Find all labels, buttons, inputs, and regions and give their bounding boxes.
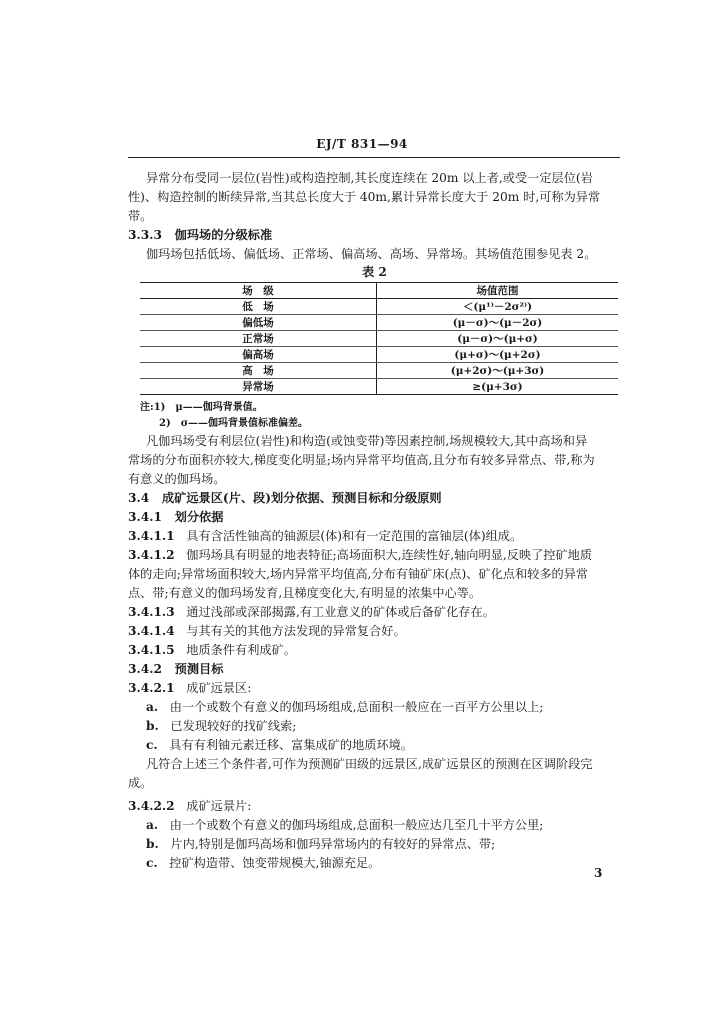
table-cell-range: ≥(μ+3σ): [472, 380, 523, 393]
item-3-4-1-5: [128, 641, 296, 660]
section-title: 划分依据: [174, 510, 224, 524]
intro-line-2: 性)、构造控制的断续异常,当其总长度大于 40m,累计异常长度大于 20m 时,可称为异常: [128, 190, 601, 204]
list-text: 具有有利铀元素迁移、富集成矿的地质环境。: [169, 738, 414, 752]
page-number: 3: [594, 866, 603, 880]
list-item-b: [146, 835, 495, 854]
list-item-a: [146, 816, 543, 835]
table-header-range: 场值范围: [377, 283, 619, 299]
list-item-c: [146, 736, 413, 755]
item-title: 成矿远景区:: [186, 681, 252, 695]
list-mark: a.: [146, 818, 159, 832]
list-item-a: [146, 698, 543, 717]
table-note-2: 2) σ——伽玛背景值标准偏差。: [159, 418, 309, 429]
table-cell-range: ＜(μ¹⁾－2σ²⁾): [377, 299, 619, 315]
item-3-4-2-2: [128, 797, 251, 816]
para-3-4-2-1-line-2: 成。: [128, 776, 153, 790]
table-cell-grade: 正常场: [140, 331, 377, 347]
table-cell-grade: 异常场: [140, 379, 377, 395]
list-mark: b.: [146, 837, 159, 851]
table-row: [140, 315, 618, 331]
section-3-4-1-heading: [128, 508, 223, 527]
list-mark: c.: [146, 856, 158, 870]
table-header-row: [140, 283, 618, 299]
table-row: [140, 347, 618, 363]
item-3-4-1-2-line-1: [128, 546, 592, 565]
item-3-4-1-2-line-3: 点、带;有意义的伽玛场发育,且梯度变化大,有明显的浓集中心等。: [128, 586, 482, 600]
doc-header: EJ/T 831—94: [316, 137, 408, 151]
para-line-1: 凡伽玛场受有利层位(岩性)和构造(或蚀变带)等因素控制,场规模较大,其中高场和异: [146, 434, 588, 448]
list-text: 由一个或数个有意义的伽玛场组成,总面积一般应在一百平方公里以上;: [169, 700, 544, 714]
list-text: 片内,特别是伽玛高场和伽玛异常场内的有较好的异常点、带;: [170, 837, 496, 851]
item-text: 通过浅部或深部揭露,有工业意义的矿体或后备矿化存在。: [186, 605, 495, 619]
section-number: 3.4.1: [128, 510, 162, 524]
item-text: 地质条件有利成矿。: [186, 643, 296, 657]
item-number: 3.4.1.5: [128, 643, 175, 657]
section-number: 3.4: [128, 491, 150, 505]
item-number: 3.4.1.2: [128, 548, 175, 562]
item-title: 成矿远景片:: [186, 799, 252, 813]
table-note-1: 注:1) μ——伽玛背景值。: [140, 402, 263, 413]
section-number: 3.3.3: [128, 228, 162, 242]
list-item-c: [146, 854, 380, 873]
field-grade-table: [140, 282, 618, 395]
list-text: 由一个或数个有意义的伽玛场组成,总面积一般应达几至几十平方公里;: [169, 818, 544, 832]
section-title: 预测目标: [174, 662, 224, 676]
para-3-4-2-1-line-1: 凡符合上述三个条件者,可作为预测矿田级的远景区,成矿远景区的预测在区调阶段完: [146, 757, 593, 771]
table-row: [140, 363, 618, 379]
intro-line-3: 带。: [128, 209, 153, 223]
item-3-4-1-3: [128, 603, 495, 622]
item-number: 3.4.1.4: [128, 624, 175, 638]
section-3-3-3-heading: [128, 226, 272, 245]
list-item-b: [146, 717, 296, 736]
item-3-4-2-1: [128, 679, 251, 698]
item-text: 具有含活性铀高的铀源层(体)和有一定范围的富铀层(体)组成。: [186, 529, 523, 543]
item-number: 3.4.1.3: [128, 605, 175, 619]
list-mark: c.: [146, 738, 158, 752]
table-cell-range: (μ+σ)～(μ+2σ): [377, 347, 619, 363]
section-title: 伽玛场的分级标准: [174, 228, 273, 242]
table-cell-grade: 偏低场: [140, 315, 377, 331]
table-cell-grade: 偏高场: [140, 347, 377, 363]
para-line-3: 有意义的伽玛场。: [128, 472, 226, 486]
item-3-4-1-1: [128, 527, 522, 546]
item-3-4-1-4: [128, 622, 406, 641]
table-caption: 表 2: [362, 265, 387, 279]
section-3-4-heading: [128, 489, 442, 508]
item-number: 3.4.2.2: [128, 799, 175, 813]
list-mark: a.: [146, 700, 159, 714]
table-cell-grade: 低 场: [140, 299, 377, 315]
section-number: 3.4.2: [128, 662, 162, 676]
table-cell-grade: 高 场: [140, 363, 377, 379]
list-text: 控矿构造带、蚀变带规模大,铀源充足。: [169, 856, 381, 870]
item-text: 与其有关的其他方法发现的异常复合好。: [186, 624, 406, 638]
table-row: [140, 379, 618, 395]
table-row: [140, 331, 618, 347]
table-header-grade: 场 级: [140, 283, 377, 299]
section-3-3-3-text: 伽玛场包括低场、偏低场、正常场、偏高场、高场、异常场。其场值范围参见表 2。: [146, 247, 597, 261]
intro-line-1: 异常分布受同一层位(岩性)或构造控制,其长度连续在 20m 以上者,或受一定层位(岩: [146, 171, 593, 185]
list-mark: b.: [146, 719, 159, 733]
item-number: 3.4.1.1: [128, 529, 175, 543]
table-cell-range: (μ－σ)～(μ+σ): [377, 331, 619, 347]
table-cell-range: (μ－σ)～(μ－2σ): [377, 315, 619, 331]
item-number: 3.4.2.1: [128, 681, 175, 695]
list-text: 已发现较好的找矿线索;: [170, 719, 297, 733]
item-3-4-1-2-line-2: 体的走向;异常场面积较大,场内异常平均值高,分布有铀矿床(点)、矿化点和较多的异常: [128, 567, 589, 581]
header-rule: [128, 157, 620, 158]
item-text: 伽玛场具有明显的地表特征;高场面积大,连续性好,轴向明显,反映了控矿地质: [186, 548, 593, 562]
section-title: 成矿远景区(片、段)划分依据、预测目标和分级原则: [161, 491, 442, 505]
table-row: [140, 299, 618, 315]
para-line-2: 常场的分布面积亦较大,梯度变化明显;场内异常平均值高,且分布有较多异常点、带,称为: [128, 453, 595, 467]
section-3-4-2-heading: [128, 660, 223, 679]
table-cell-range: (μ+2σ)～(μ+3σ): [377, 363, 619, 379]
